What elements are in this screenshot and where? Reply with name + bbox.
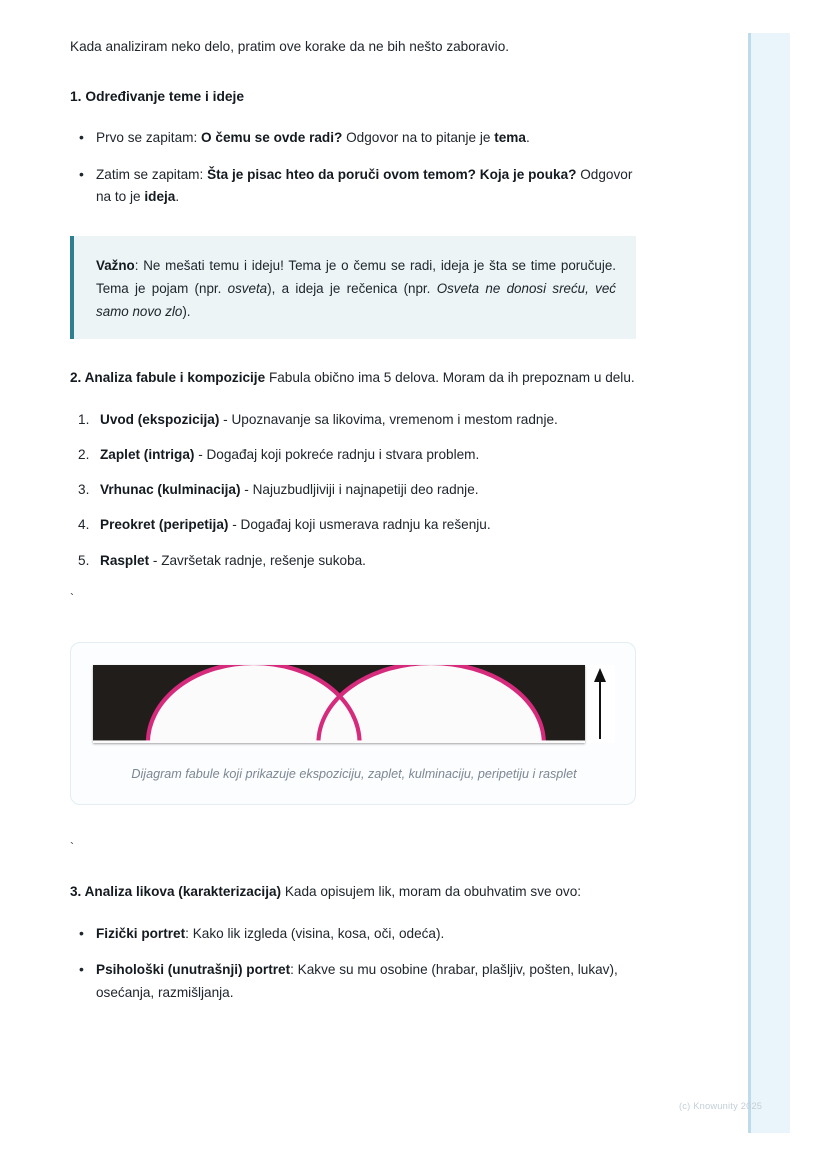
- spacer: [70, 805, 636, 841]
- list-item: [70, 444, 636, 466]
- list-item: [70, 164, 636, 208]
- step-title: Zaplet (intriga): [100, 447, 195, 463]
- callout-text: [96, 254, 616, 323]
- stray-backtick-1: `: [70, 590, 74, 605]
- step-description: - Događaj koji usmerava radnju ka rešenju.: [232, 517, 491, 533]
- callout-italic-1: osveta: [227, 280, 268, 296]
- step-description: - Događaj koji pokreće radnju i stvara problem.: [198, 447, 480, 463]
- callout-part-3: ).: [182, 303, 191, 319]
- portrait-type-title: Psihološki (unutrašnji) portret: [96, 962, 291, 978]
- bullet-lead-text: Zatim se zapitam:: [96, 166, 204, 182]
- section-2-intro: [70, 367, 636, 389]
- spacer: [70, 853, 636, 881]
- spacer: [70, 339, 636, 367]
- spacer: [70, 58, 636, 86]
- section-1-heading: 1. Određivanje teme i ideje: [70, 89, 245, 105]
- bullet-tail-text: .: [175, 188, 180, 204]
- spacer: [70, 604, 636, 642]
- step-title: Rasplet: [100, 552, 150, 568]
- section-3-bullet-list: [70, 923, 636, 1003]
- callout-part-1: : Ne mešati temu i ideju! Tema je o čemu se radi, ideja je šta se time poručuje. Tema je pojam (npr.: [96, 257, 616, 296]
- diagram-baseline: [93, 740, 585, 743]
- bullet-bold-term: tema: [494, 130, 526, 146]
- stray-backtick-2: `: [70, 840, 74, 855]
- document-content: [70, 36, 636, 1004]
- list-item: [70, 127, 636, 149]
- callout-italic-2: Osveta ne donosi sreću, već samo novo zlo: [96, 280, 616, 319]
- portrait-type-description: : Kakve su mu osobine (hrabar, plašljiv, pošten, lukav), osećanja, razmišljanja.: [96, 962, 618, 1000]
- bullet-mid-text: Odgovor na to je: [96, 166, 633, 204]
- step-description: - Završetak radnje, rešenje sukoba.: [152, 552, 366, 568]
- figure-card: [70, 642, 636, 806]
- section-3-heading: 3. Analiza likova (karakterizacija): [70, 884, 282, 900]
- fabula-diagram-svg: [93, 665, 585, 743]
- up-arrow-icon: [592, 667, 608, 741]
- spacer: [70, 572, 636, 592]
- fabula-diagram: [93, 665, 585, 743]
- portrait-type-description: : Kako lik izgleda (visina, kosa, oči, odeća).: [185, 926, 445, 942]
- callout-label: Važno: [96, 257, 135, 273]
- figure-media: [93, 665, 615, 743]
- step-title: Vrhunac (kulminacija): [100, 482, 241, 498]
- spacer: [70, 208, 636, 236]
- list-item: [70, 479, 636, 501]
- copyright-watermark: (c) Knowunity 2025: [679, 1101, 763, 1111]
- bullet-tail-text: .: [525, 130, 530, 146]
- spacer: [70, 389, 636, 409]
- section-2-description: Fabula obično ima 5 delova. Moram da ih prepoznam u delu.: [268, 370, 635, 385]
- right-decorative-panel: [748, 33, 790, 1133]
- bullet-bold-question: Šta je pisac hteo da poruči ovom temom? Koja je pouka?: [207, 166, 577, 182]
- intro-paragraph: Kada analiziram neko delo, pratim ove korake da ne bih nešto zaboravio.: [70, 39, 510, 54]
- figure-caption: Dijagram fabule koji prikazuje ekspoziciju, zaplet, kulminaciju, peripetiju i rasplet: [131, 766, 577, 781]
- step-description: - Upoznavanje sa likovima, vremenom i mestom radnje.: [223, 412, 558, 428]
- spacer: [70, 107, 636, 127]
- bullet-lead-text: Prvo se zapitam:: [96, 130, 198, 146]
- callout-part-2: ), a ideja je rečenica (npr.: [267, 280, 431, 296]
- important-callout: [70, 236, 636, 339]
- bullet-mid-text: Odgovor na to pitanje je: [346, 130, 491, 146]
- spacer: [70, 903, 636, 923]
- step-description: - Najuzbudljiviji i najnapetiji deo radnje.: [244, 482, 479, 498]
- step-title: Uvod (ekspozicija): [100, 412, 220, 428]
- list-item: [70, 409, 636, 431]
- list-item: [70, 550, 636, 572]
- section-3-intro: [70, 881, 636, 903]
- bullet-bold-term: ideja: [144, 188, 176, 204]
- section-2-heading: 2. Analiza fabule i kompozicije: [70, 370, 266, 385]
- portrait-type-title: Fizički portret: [96, 926, 186, 942]
- list-item: [70, 959, 636, 1003]
- step-title: Preokret (peripetija): [100, 517, 229, 533]
- list-item: [70, 514, 636, 536]
- section-1-bullet-list: [70, 127, 636, 207]
- up-arrow-container: [585, 665, 615, 743]
- fabula-steps-list: [70, 409, 636, 572]
- bullet-bold-question: O čemu se ovde radi?: [201, 130, 343, 146]
- section-3-description: Kada opisujem lik, moram da obuhvatim sve ovo:: [284, 884, 582, 900]
- list-item: [70, 923, 636, 945]
